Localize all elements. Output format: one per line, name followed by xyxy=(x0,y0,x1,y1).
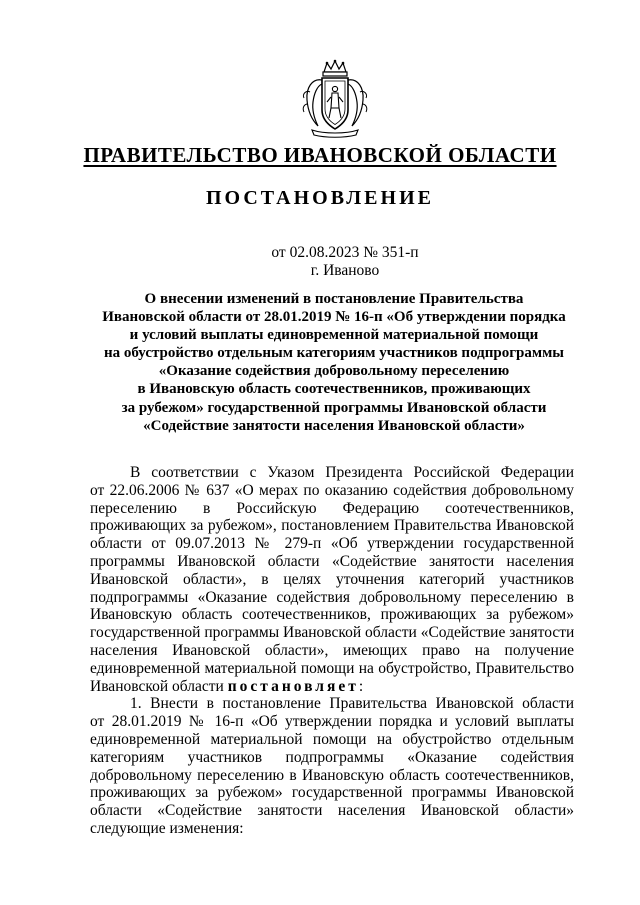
subject-line: «Содействие занятости населения Ивановской области» xyxy=(143,417,525,434)
government-title xyxy=(0,143,640,168)
coat-of-arms-emblem xyxy=(298,58,372,140)
document-city: г. Иваново xyxy=(310,262,380,279)
preamble-line: программы Ивановской области «Содействие занятости населения xyxy=(90,552,574,570)
item-line: 1. Внести в постановление Правительства Ивановской области xyxy=(130,695,574,713)
item-line: проживающих за рубежом» государственной программы Ивановской xyxy=(90,784,574,802)
document-date-number: от 02.08.2023 № 351-п xyxy=(271,244,419,261)
preamble-line: В соответствии с Указом Президента Российской Федерации xyxy=(130,464,574,481)
preamble-line: Ивановской области», в целях уточнения категорий участников xyxy=(90,570,574,588)
resolution-prefix: Ивановской области xyxy=(90,677,228,695)
preamble-line: Ивановскую область соотечественников, проживающих за рубежом» xyxy=(90,606,574,624)
preamble-line: населения Ивановской области», имеющих право на получение xyxy=(90,641,574,659)
resolution-line xyxy=(90,678,574,696)
item-line: от 28.01.2019 № 16-п «Об утверждении порядка и условий выплаты xyxy=(90,713,574,731)
item-line: категориям участников подпрограммы «Оказание содействия xyxy=(90,748,574,766)
preamble-line: области от 09.07.2013 № 279-п «Об утверждении государственной xyxy=(90,535,574,553)
preamble-line: государственной программы Ивановской области «Содействие занятости xyxy=(90,624,575,642)
document-subject xyxy=(90,290,578,435)
document-body xyxy=(90,464,574,838)
subject-line: «Оказание содействия добровольному переселению xyxy=(158,363,510,380)
resolution-keyword: постановляет xyxy=(227,677,359,695)
preamble-line: от 22.06.2006 № 637 «О мерах по оказанию содействия добровольному xyxy=(90,481,574,499)
subject-line: в Ивановскую область соотечественников, проживающих xyxy=(137,381,531,398)
subject-line: за рубежом» государственной программы Ивановской области xyxy=(121,399,547,416)
government-title-text: ПРАВИТЕЛЬСТВО ИВАНОВСКОЙ ОБЛАСТИ xyxy=(83,143,557,167)
subject-line: Ивановской области от 28.01.2019 № 16-п «Об утверждении порядка xyxy=(102,309,566,326)
document-type: ПОСТАНОВЛЕНИЕ xyxy=(206,187,434,209)
item-line: единовременной материальной помощи на обустройство отдельным xyxy=(90,730,574,748)
subject-line: и условий выплаты единовременной материальной помощи xyxy=(129,327,539,344)
preamble-line: подпрограммы «Оказание содействия добровольному переселению в xyxy=(90,588,574,606)
resolution-colon: : xyxy=(358,677,364,695)
coat-of-arms-icon xyxy=(298,58,372,140)
preamble-line: единовременной материальной помощи на обустройство, Правительство xyxy=(90,659,574,677)
subject-line: на обустройство отдельным категориям участников подпрограммы xyxy=(103,345,565,362)
preamble-line: проживающих за рубежом», постановлением Правительства Ивановской xyxy=(90,517,574,535)
item-line: добровольному переселению в Ивановскую область соотечественников, xyxy=(90,766,574,784)
item-line: области «Содействие занятости населения Ивановской области» xyxy=(90,802,574,820)
preamble-line: переселению в Российскую Федерацию соотечественников, xyxy=(90,499,574,517)
item-line: следующие изменения: xyxy=(90,819,244,837)
subject-line: О внесении изменений в постановление Правительства xyxy=(144,291,524,307)
